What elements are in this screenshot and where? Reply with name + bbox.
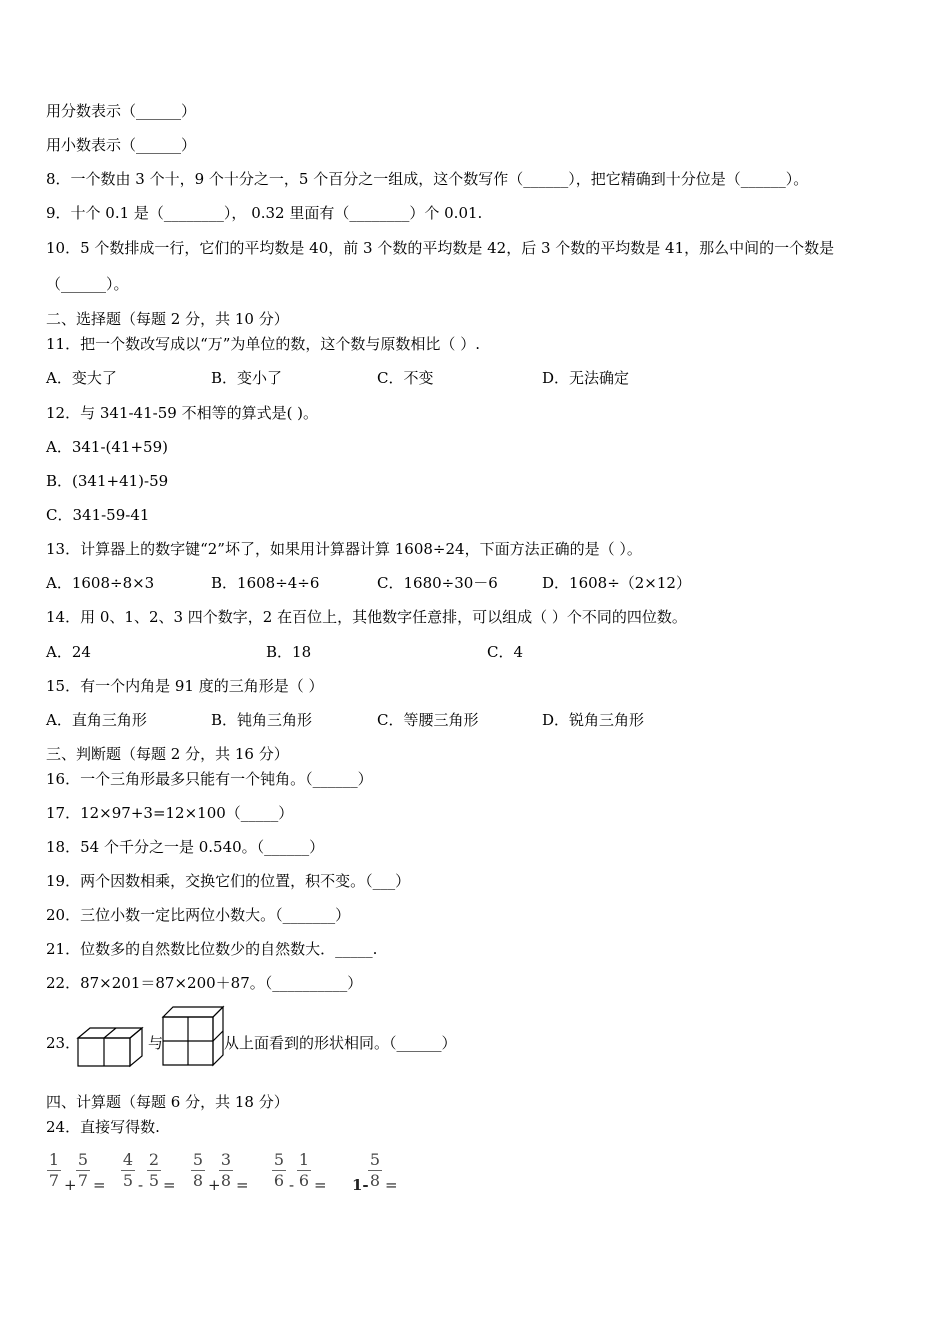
question-18: 18．54 个千分之一是 0.540。（______）: [46, 838, 325, 856]
question-14: 14．用 0、1、2、3 四个数字，2 在百位上，其他数字任意排，可以组成（ ）个不同的四位数。: [46, 608, 687, 626]
q15-option-c: C．等腰三角形: [377, 711, 479, 729]
fraction-answer-line: 用分数表示（______）: [46, 102, 197, 120]
q11-option-b: B．变小了: [211, 369, 283, 387]
question-23-number: 23．: [46, 1034, 81, 1052]
section-3-heading: 三、判断题（每题 2 分，共 16 分）: [46, 745, 289, 763]
q13-option-d: D．1608÷（2×12）: [542, 574, 691, 592]
equals-sign: =: [314, 1176, 327, 1194]
q13-option-a: A．1608÷8×3: [46, 574, 155, 592]
question-17: 17．12×97+3=12×100（_____）: [46, 804, 294, 822]
question-13: 13．计算器上的数字键“2”坏了，如果用计算器计算 1608÷24，下面方法正确的是（ ）。: [46, 540, 642, 558]
question-19: 19．两个因数相乘，交换它们的位置，积不变。（___）: [46, 872, 411, 890]
fraction: 5 6: [273, 1150, 285, 1190]
question-9: 9．十个 0.1 是（________）， 0.32 里面有（________）个 0.01.: [46, 204, 483, 222]
question-8: 8．一个数由 3 个十，9 个十分之一，5 个百分之一组成，这个数写作（______），把它精确到十分位是（______）。: [46, 170, 809, 188]
operator: +: [64, 1176, 77, 1194]
q12-option-c: C．341-59-41: [46, 506, 150, 524]
question-15: 15．有一个内角是 91 度的三角形是（ ）: [46, 677, 324, 695]
q11-option-a: A．变大了: [46, 369, 117, 387]
operator: -: [289, 1176, 295, 1194]
equals-sign: =: [93, 1176, 106, 1194]
fraction: 1 7: [48, 1150, 60, 1190]
q11-option-c: C．不变: [377, 369, 434, 387]
q12-option-b: B．(341+41)-59: [46, 472, 169, 490]
question-23-text: 从上面看到的形状相同。（______）: [224, 1034, 457, 1052]
q14-option-c: C．4: [487, 643, 524, 661]
decimal-answer-line: 用小数表示（______）: [46, 136, 197, 154]
q13-option-b: B．1608÷4÷6: [211, 574, 320, 592]
operator: -: [138, 1176, 144, 1194]
section-2-heading: 二、选择题（每题 2 分，共 10 分）: [46, 310, 289, 328]
prefix: 1-: [352, 1176, 369, 1194]
fraction: 3 8: [220, 1150, 232, 1190]
fraction: 1 6: [298, 1150, 310, 1190]
question-10-answer: （______）。: [46, 275, 129, 293]
section-4-heading: 四、计算题（每题 6 分，共 18 分）: [46, 1093, 289, 1111]
q15-option-a: A．直角三角形: [46, 711, 147, 729]
question-11: 11．把一个数改写成以“万”为单位的数，这个数与原数相比（ ）.: [46, 335, 480, 353]
fraction: 5 8: [192, 1150, 204, 1190]
q14-option-a: A．24: [46, 643, 91, 661]
q15-option-d: D．锐角三角形: [542, 711, 645, 729]
q15-option-b: B．钝角三角形: [211, 711, 313, 729]
question-16: 16．一个三角形最多只能有一个钝角。（______）: [46, 770, 373, 788]
question-22: 22．87×201＝87×200＋87。（__________）: [46, 974, 363, 992]
fraction: 5 7: [77, 1150, 89, 1190]
equals-sign: =: [163, 1176, 176, 1194]
fraction: 4 5: [122, 1150, 134, 1190]
operator: +: [208, 1176, 221, 1194]
question-24: 24．直接写得数.: [46, 1118, 160, 1136]
question-23-connector: 与: [148, 1034, 164, 1052]
q11-option-d: D．无法确定: [542, 369, 630, 387]
q12-option-a: A．341-(41+59): [46, 438, 168, 456]
q14-option-b: B．18: [266, 643, 312, 661]
cube-figure-stacked: [161, 1005, 225, 1067]
question-10: 10．5 个数排成一行，它们的平均数是 40，前 3 个数的平均数是 42，后 3 个数的平均数是 41，那么中间的一个数是: [46, 239, 835, 257]
fraction: 2 5: [148, 1150, 160, 1190]
equals-sign: =: [236, 1176, 249, 1194]
equals-sign: =: [385, 1176, 398, 1194]
fraction: 5 8: [369, 1150, 381, 1190]
question-20: 20．三位小数一定比两位小数大。（_______）: [46, 906, 351, 924]
cube-figure-flat: [76, 1022, 150, 1068]
question-21: 21．位数多的自然数比位数少的自然数大．_____.: [46, 940, 378, 958]
question-12: 12．与 341-41-59 不相等的算式是( )。: [46, 404, 319, 422]
q13-option-c: C．1680÷30－6: [377, 574, 498, 592]
